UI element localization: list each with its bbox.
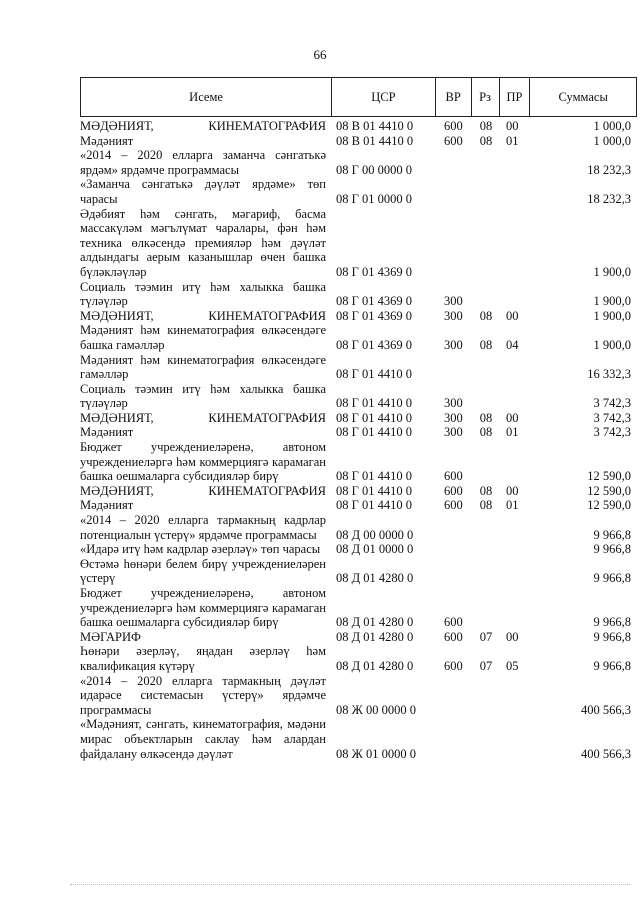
row-name: «Заманча сәнгатькә дәүләт ярдәме» төп чарасы: [80, 177, 326, 206]
row-sum: 12 590,0: [587, 483, 631, 498]
row-sum: 18 232,3: [587, 162, 631, 177]
page-bottom-edge: [70, 884, 630, 886]
row-csr: 08 Д 01 4280 0: [336, 658, 414, 673]
row-name: МӘДӘНИЯТ, КИНЕМАТОГРАФИЯ: [80, 119, 326, 133]
table-row: [80, 513, 637, 542]
row-sum: 1 000,0: [593, 133, 631, 148]
row-pr: 00: [506, 308, 519, 323]
row-rz: 08: [479, 483, 493, 498]
row-csr: 08 Г 01 4410 0: [336, 469, 412, 484]
row-name: Әдәбият һәм сәнгать, мәгариф, басма массакүләм мәгълүмат чаралары, фән һәм техника өлкәсендә премияләр һәм дәүләт алдындагы аерым казанышлар өчен башка бүләкләүләр: [80, 206, 326, 279]
budget-table: [80, 77, 637, 761]
row-csr: 08 Г 01 0000 0: [336, 191, 412, 206]
row-pr: 01: [506, 425, 519, 440]
row-csr: 08 Г 01 4410 0: [336, 425, 412, 440]
row-name: Мәдәният һәм кинематография өлкәсендәге гамәлләр: [80, 352, 326, 382]
row-csr: 08 Г 01 4369 0: [336, 264, 412, 279]
row-name: Бюджет учреждениеләренә, автоном учреждениеләргә һәм коммерциягә карамаган башка оешмаларга субсидияләр бирү: [80, 586, 326, 630]
table-row: [80, 177, 637, 206]
row-rz: 07: [479, 658, 493, 673]
row-name: Мәдәният: [80, 133, 134, 148]
table-header: [80, 77, 637, 117]
table-row: [80, 309, 637, 324]
table-row: [80, 440, 637, 484]
table-row: [80, 630, 637, 645]
row-sum: 9 966,8: [593, 615, 631, 630]
row-sum: 400 566,3: [581, 746, 631, 761]
row-sum: 18 232,3: [587, 191, 631, 206]
row-name: «2014 – 2020 елларга тармакның дәүләт идарәсе системасын үстерү» ярдәмче программасы: [80, 673, 326, 717]
row-name: Социаль тәэмин итү һәм халыкка башка түләүләр: [80, 279, 326, 309]
row-vr: 300: [444, 410, 463, 425]
row-pr: 01: [506, 133, 519, 148]
row-csr: 08 Ж 01 0000 0: [336, 746, 416, 761]
row-sum: 3 742,3: [593, 425, 631, 440]
row-csr: 08 В 01 4410 0: [336, 119, 414, 133]
row-vr: 600: [444, 498, 463, 513]
row-csr: 08 Г 01 4369 0: [336, 294, 412, 309]
table-row: [80, 280, 637, 309]
table-row: [80, 382, 637, 411]
row-csr: 08 Ж 00 0000 0: [336, 702, 416, 717]
row-name: Мәдәният: [80, 425, 134, 440]
row-csr: 08 Г 01 4410 0: [336, 498, 412, 513]
row-csr: 08 Г 01 4410 0: [336, 410, 412, 425]
row-name: Өстәмә һөнәри белем бирү учреждениеләрен үстерү: [80, 556, 326, 586]
row-sum: 1 900,0: [593, 294, 631, 309]
row-pr: 00: [506, 629, 519, 644]
header-vr: ВР: [436, 78, 472, 116]
row-vr: 600: [444, 469, 463, 484]
row-vr: 600: [444, 629, 463, 644]
table-row: [80, 498, 637, 513]
row-csr: 08 Д 01 4280 0: [336, 615, 414, 630]
row-csr: 08 В 01 4410 0: [336, 133, 414, 148]
row-pr: 00: [506, 119, 519, 133]
table-row: [80, 674, 637, 718]
table-row: [80, 717, 637, 761]
table-row: [80, 207, 637, 280]
row-name: «Мәдәният, сәнгать, кинематография, мәдәни мирас объектларын саклау һәм алардан файдалану өлкәсендә дәүләт: [80, 717, 326, 761]
header-rz: Рз: [472, 78, 500, 116]
row-vr: 600: [444, 615, 463, 630]
row-csr: 08 Д 00 0000 0: [336, 527, 414, 542]
table-row: [80, 134, 637, 149]
table-row: [80, 323, 637, 352]
row-vr: 300: [444, 396, 463, 411]
row-pr: 04: [506, 337, 519, 352]
row-name: Мәдәният һәм кинематография өлкәсендәге башка гамәлләр: [80, 323, 326, 352]
row-name: Мәдәният: [80, 498, 134, 513]
row-sum: 9 966,8: [593, 629, 631, 644]
table-row: [80, 148, 637, 177]
row-vr: 600: [444, 658, 463, 673]
table-body: [80, 119, 637, 761]
row-sum: 12 590,0: [587, 469, 631, 484]
row-name: Социаль тәэмин итү һәм халыкка башка түләүләр: [80, 381, 326, 411]
row-pr: 00: [506, 483, 519, 498]
row-name: МӘДӘНИЯТ, КИНЕМАТОГРАФИЯ: [80, 410, 326, 425]
row-pr: 01: [506, 498, 519, 513]
row-sum: 1 900,0: [593, 264, 631, 279]
row-vr: 300: [444, 308, 463, 323]
row-name: Һөнәри әзерләү, яңадан әзерләү һәм квалификация күтәрү: [80, 644, 326, 673]
row-vr: 600: [444, 119, 463, 133]
row-sum: 400 566,3: [581, 702, 631, 717]
table-row: [80, 542, 637, 557]
row-sum: 9 966,8: [593, 542, 631, 557]
row-rz: 08: [479, 425, 493, 440]
row-vr: 600: [444, 133, 463, 148]
header-pr: ПР: [500, 78, 531, 116]
row-name: Бюджет учреждениеләренә, автоном учреждениеләргә һәм коммерциягә карамаган башка оешмаларга субсидияләр бирү: [80, 440, 326, 484]
row-csr: 08 Г 01 4410 0: [336, 367, 412, 382]
row-csr: 08 Г 01 4369 0: [336, 337, 412, 352]
row-sum: 9 966,8: [593, 527, 631, 542]
row-csr: 08 Г 01 4410 0: [336, 483, 412, 498]
row-sum: 1 900,0: [593, 308, 631, 323]
table-row: [80, 484, 637, 499]
row-name: «2014 – 2020 елларга тармакның кадрлар потенциалын үстерү» ярдәмче программасы: [80, 513, 326, 542]
row-sum: 3 742,3: [593, 410, 631, 425]
row-csr: 08 Д 01 0000 0: [336, 542, 414, 557]
row-sum: 9 966,8: [593, 658, 631, 673]
row-vr: 300: [444, 337, 463, 352]
row-sum: 1 900,0: [593, 337, 631, 352]
row-name: «2014 – 2020 елларга заманча сәнгатькә ярдәм» ярдәмче программасы: [80, 148, 326, 177]
header-name: Исеме: [81, 78, 332, 116]
row-vr: 300: [444, 294, 463, 309]
table-row: [80, 353, 637, 382]
row-csr: 08 Д 01 4280 0: [336, 571, 414, 586]
row-rz: 08: [479, 337, 493, 352]
row-sum: 16 332,3: [587, 367, 631, 382]
row-csr: 08 Г 00 0000 0: [336, 162, 412, 177]
row-csr: 08 Г 01 4369 0: [336, 308, 412, 323]
row-sum: 1 000,0: [593, 119, 631, 133]
row-pr: 00: [506, 410, 519, 425]
row-rz: 08: [479, 308, 493, 323]
row-pr: 05: [506, 658, 519, 673]
row-rz: 07: [479, 629, 493, 644]
row-vr: 300: [444, 425, 463, 440]
table-row: [80, 119, 637, 134]
table-row: [80, 644, 637, 673]
header-csr: ЦСР: [332, 78, 436, 116]
table-row: [80, 557, 637, 586]
page-number: 66: [313, 47, 327, 62]
row-rz: 08: [479, 410, 493, 425]
row-csr: 08 Г 01 4410 0: [336, 396, 412, 411]
row-rz: 08: [479, 133, 493, 148]
table-row: [80, 425, 637, 440]
row-sum: 3 742,3: [593, 396, 631, 411]
row-csr: 08 Д 01 4280 0: [336, 629, 414, 644]
row-sum: 12 590,0: [587, 498, 631, 513]
row-rz: 08: [479, 498, 493, 513]
row-sum: 9 966,8: [593, 571, 631, 586]
row-name: «Идарә итү һәм кадрлар әзерләү» төп чарасы: [80, 542, 321, 557]
row-rz: 08: [479, 119, 493, 133]
row-name: МӘДӘНИЯТ, КИНЕМАТОГРАФИЯ: [80, 483, 326, 498]
header-sum: Суммасы: [558, 89, 608, 104]
row-name: МӘДӘНИЯТ, КИНЕМАТОГРАФИЯ: [80, 308, 326, 323]
row-name: МӘГАРИФ: [80, 629, 141, 644]
table-row: [80, 411, 637, 426]
table-row: [80, 586, 637, 630]
row-vr: 600: [444, 483, 463, 498]
